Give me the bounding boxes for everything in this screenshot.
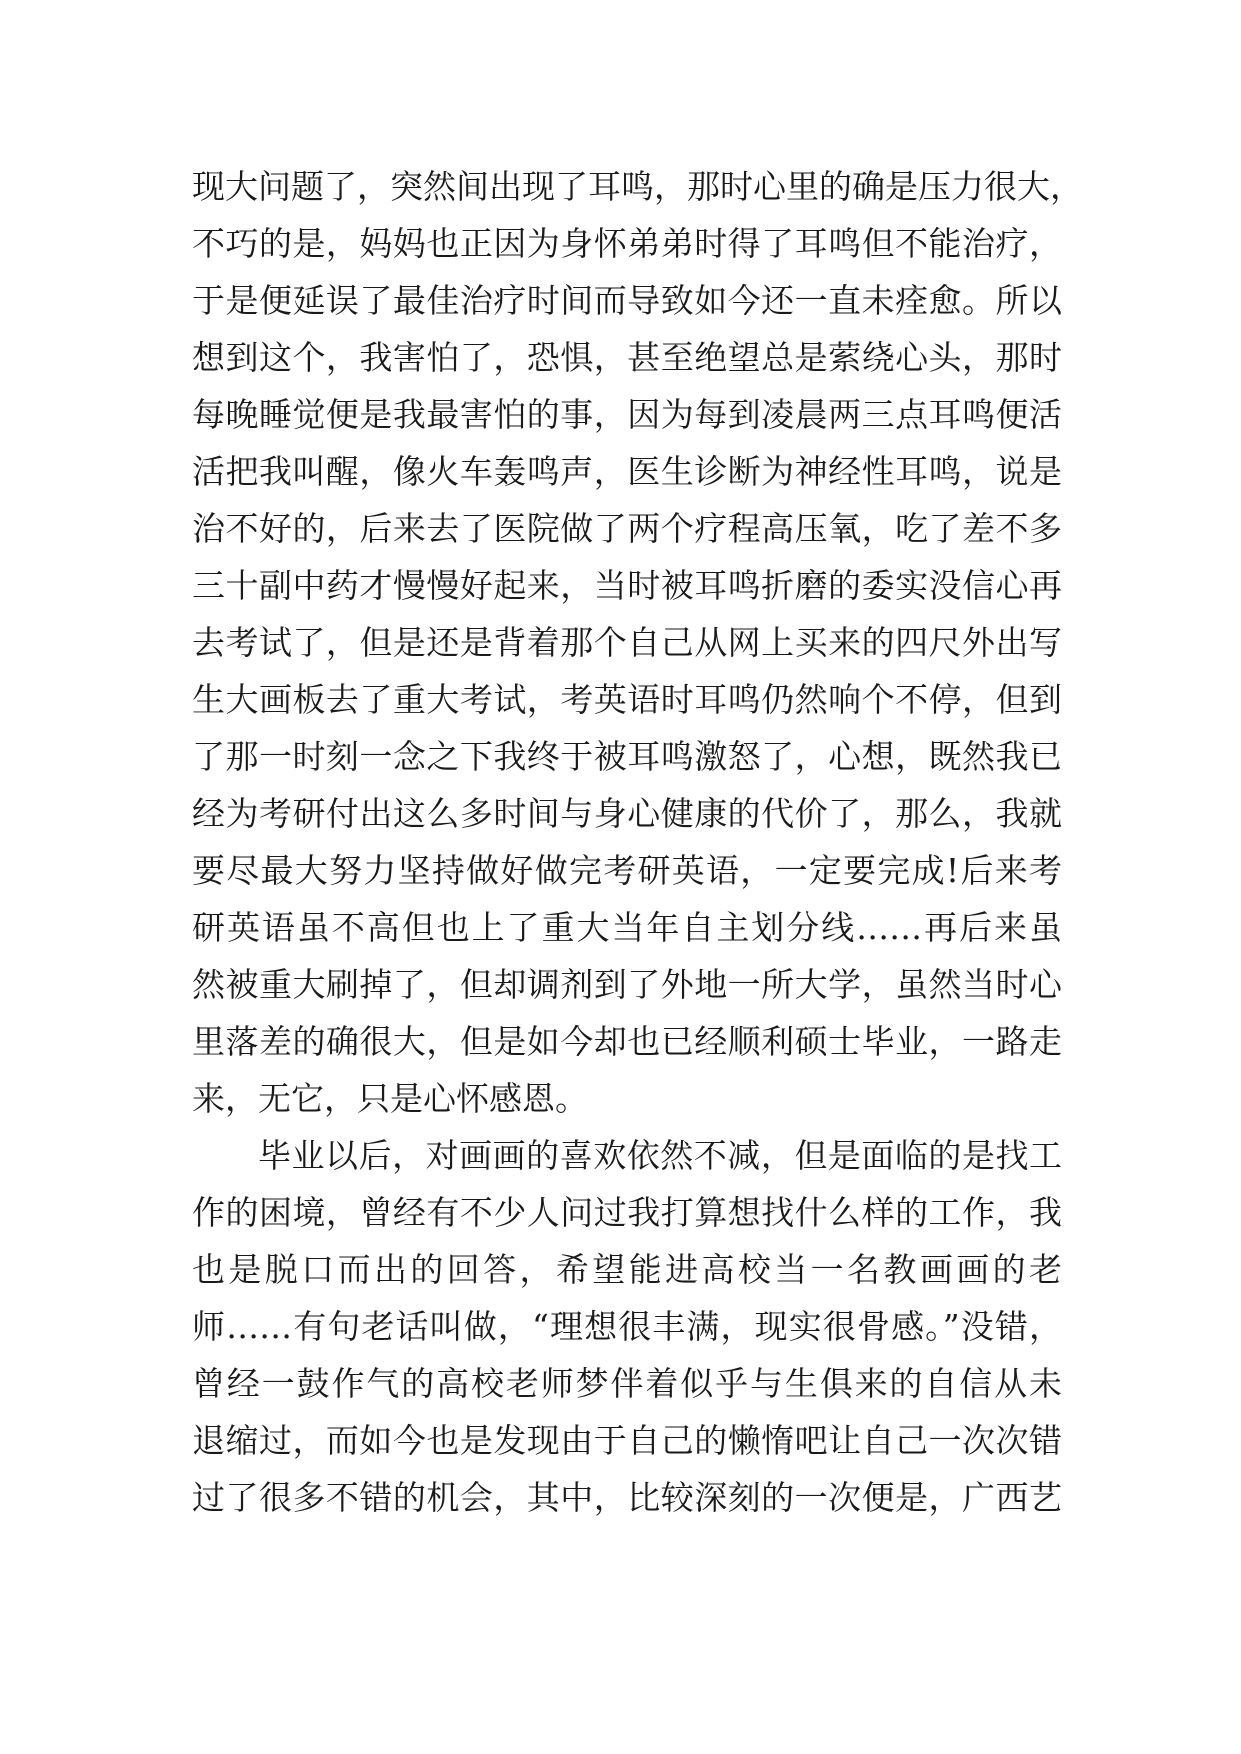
text-line-11: 了那一时刻一念之下我终于被耳鸣激怒了，心想，既然我已 (192, 737, 1062, 776)
text-line-3: 于是便延误了最佳治疗时间而导致如今还一直未痊愈。所以 (192, 281, 1062, 320)
text-line-15: 然被重大刷掉了，但却调剂到了外地一所大学，虽然当时心 (192, 965, 1062, 1004)
text-line-24: 过了很多不错的机会，其中，比较深刻的一次便是，广西艺 (192, 1478, 1062, 1517)
text-line-9: 去考试了，但是还是背着那个自己从网上买来的四尺外出写 (192, 623, 1062, 662)
text-line-8: 三十副中药才慢慢好起来，当时被耳鸣折磨的委实没信心再 (192, 566, 1062, 605)
text-line-10: 生大画板去了重大考试，考英语时耳鸣仍然响个不停，但到 (192, 680, 1062, 719)
text-line-6: 活把我叫醒，像火车轰鸣声，医生诊断为神经性耳鸣，说是 (192, 452, 1062, 491)
text-line-19: 作的困境，曾经有不少人问过我打算想找什么样的工作，我 (192, 1193, 1062, 1232)
text-line-22: 曾经一鼓作气的高校老师梦伴着似乎与生俱来的自信从未 (192, 1364, 1062, 1403)
body-text (192, 158, 1083, 1526)
text-line-7: 治不好的，后来去了医院做了两个疗程高压氧，吃了差不多 (192, 509, 1062, 548)
text-line-4: 想到这个，我害怕了，恐惧，甚至绝望总是萦绕心头，那时 (192, 338, 1062, 377)
text-line-2: 不巧的是，妈妈也正因为身怀弟弟时得了耳鸣但不能治疗， (192, 224, 1062, 263)
text-line-5: 每晚睡觉便是我最害怕的事，因为每到凌晨两三点耳鸣便活 (192, 395, 1062, 434)
text-line-18: 毕业以后，对画画的喜欢依然不减，但是面临的是找工 (258, 1136, 1062, 1175)
text-line-14: 研英语虽不高但也上了重大当年自主划分线……再后来虽 (192, 908, 1062, 947)
text-line-12: 经为考研付出这么多时间与身心健康的代价了，那么，我就 (192, 794, 1062, 833)
text-line-17: 来，无它，只是心怀感恩。 (192, 1079, 588, 1118)
text-line-23: 退缩过，而如今也是发现由于自己的懒惰吧让自己一次次错 (192, 1421, 1062, 1460)
text-line-20: 也是脱口而出的回答，希望能进高校当一名教画画的老 (192, 1250, 1062, 1289)
text-line-21: 师……有句老话叫做，“理想很丰满，现实很骨感。”没错， (192, 1307, 1062, 1346)
text-line-1: 现大问题了，突然间出现了耳鸣，那时心里的确是压力很大， (192, 167, 1083, 206)
text-line-16: 里落差的确很大，但是如今却也已经顺利硕士毕业，一路走 (192, 1022, 1062, 1061)
text-line-13: 要尽最大努力坚持做好做完考研英语，一定要完成!后来考 (192, 851, 1062, 890)
